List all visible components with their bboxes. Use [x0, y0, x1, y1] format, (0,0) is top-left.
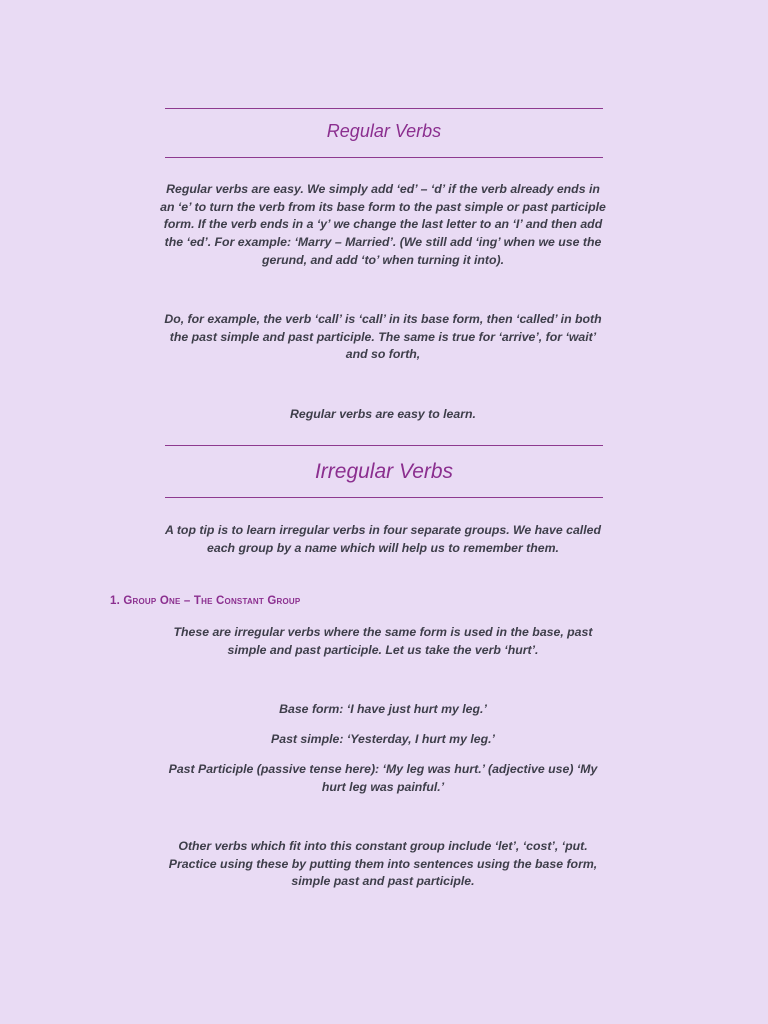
top-rule-regular	[165, 108, 603, 109]
group-one-heading: 1. Group One – The Constant Group	[110, 595, 301, 607]
irregular-verbs-heading: Irregular Verbs	[314, 460, 454, 483]
regular-verbs-heading: Regular Verbs	[326, 121, 442, 141]
bottom-rule-regular	[165, 157, 603, 158]
group-one-description: These are irregular verbs where the same form is used in the base, past simple and past participle. Let us take the verb ‘hurt’.	[173, 625, 593, 657]
regular-verbs-paragraph-2: Do, for example, the verb ‘call’ is ‘call’ in its base form, then ‘called’ in both the past simple and past participle. The same is true for ‘arrive’, for ‘wait’ and so forth,	[164, 312, 602, 362]
regular-verbs-paragraph-3: Regular verbs are easy to learn.	[290, 407, 476, 421]
regular-verbs-paragraph-1: Regular verbs are easy. We simply add ‘ed’ – ‘d’ if the verb already ends in an ‘e’ to turn the verb from its base form to the past simple or past participle form. If the verb ends in a ‘y’ we change the last letter to an ‘I’ and then add the ‘ed’. For example: ‘Marry – Married’. (We still add ‘ing’ when we use the gerund, and add ‘to’ when turning it into).	[160, 182, 606, 267]
bottom-rule-irregular	[165, 497, 603, 498]
group-one-base-form: Base form: ‘I have just hurt my leg.’	[279, 702, 487, 716]
group-one-past-simple: Past simple: ‘Yesterday, I hurt my leg.’	[271, 732, 495, 746]
top-rule-irregular	[165, 445, 603, 446]
group-one-practice: Other verbs which fit into this constant group include ‘let’, ‘cost’, ‘put. Practice using these by putting them into sentences using the base form, simple past and past participle.	[168, 839, 598, 889]
irregular-verbs-intro: A top tip is to learn irregular verbs in four separate groups. We have called each group by a name which will help us to remember them.	[165, 523, 601, 555]
group-one-past-participle: Past Participle (passive tense here): ‘My leg was hurt.’ (adjective use) ‘My hurt leg was painful.’	[168, 762, 598, 794]
